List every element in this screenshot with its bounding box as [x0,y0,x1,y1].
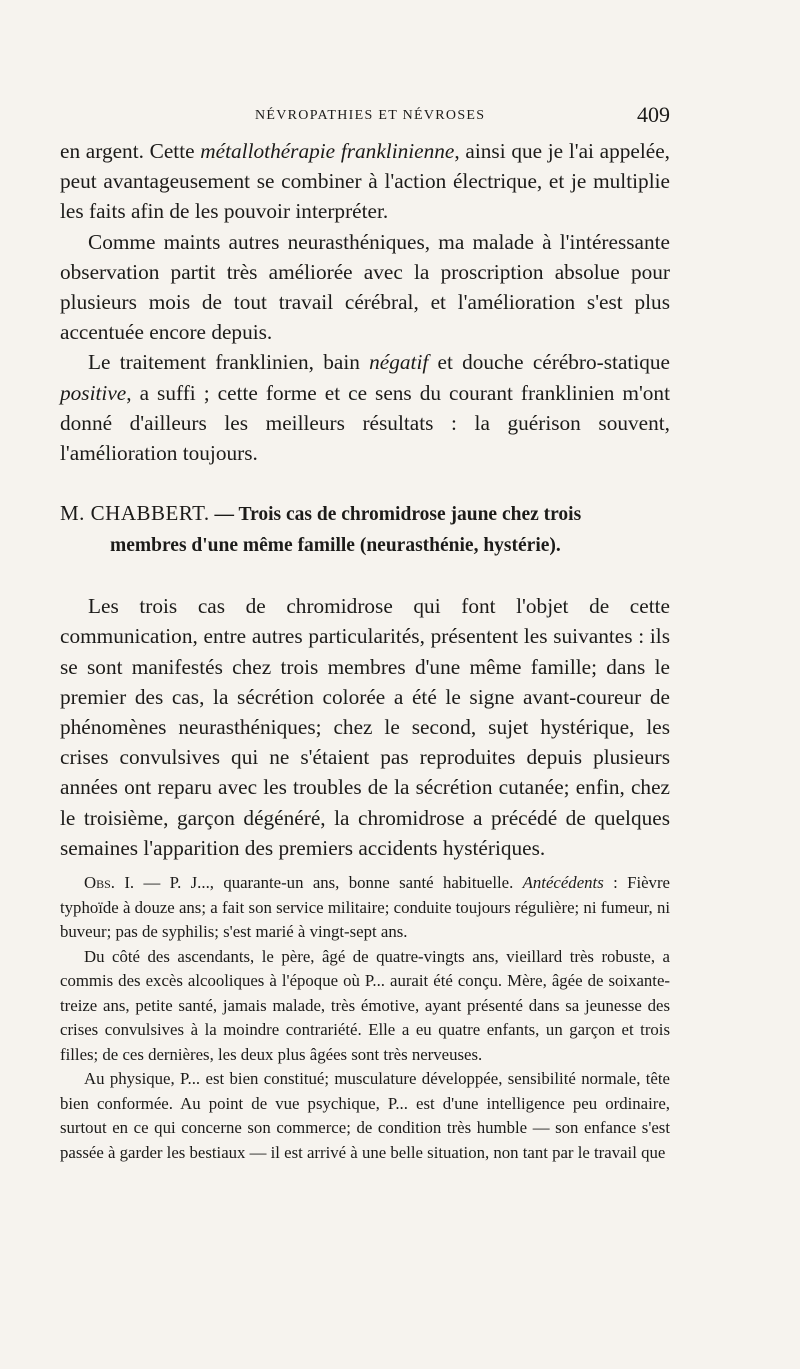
emphasis-negatif: négatif [369,350,429,375]
title-line-1: M. CHABBERT. — Trois cas de chromidrose jaune chez trois [60,501,582,526]
author-name: M. CHABBERT. [60,501,210,526]
paragraph-continuation: en argent. Cette métallothérapie franklinienne, ainsi que je l'ai appelée, peut avantageusement se combiner à l'action électrique, et je multiplie les faits afin de les pouvoir interpréter. [60,139,670,224]
observation-paragraph-2: Du côté des ascendants, le père, âgé de quatre-vingts ans, vieillard très robuste, a commis des excès alcooliques à l'époque où P... aurait été conçu. Mère, âgée de soixante-treize ans, petite santé, jamais malade, très émotive, ayant présenté dans sa jeunesse des crises convulsives à la moindre contrariété. Elle a eu quatre enfants, un garçon et trois filles; de ces dernières, les deux plus âgées sont très nerveuses. [60,946,670,1064]
paragraph-intro: Les trois cas de chromidrose qui font l'objet de cette communication, entre autres particularités, présentent les suivantes : ils se sont manifestés chez trois membres d'une même famille; dans le premier des cas, la sécrétion colorée a été le signe avant-coureur de phénomènes neurasthéniques; chez le second, sujet hystérique, les crises convulsives qui ne s'étaient pas reproduites depuis plusieurs années ont reparu avec les troubles de la sécrétion cutanée; enfin, chez le troisième, garçon dégénéré, la chromidrose a précédé de quelques semaines l'apparition des premiers accidents hystériques. [60,594,670,860]
observation-label: Obs. I. [84,873,135,893]
observation-paragraph-3: Au physique, P... est bien constitué; musculature développée, sensibilité normale, tête bien conformée. Au point de vue psychique, P... est d'une intelligence peu ordinaire, surtout en ce qui concerne son commerce; de condition très humble — son enfance s'est passée à garder les bestiaux — il est arrivé à une belle situation, non tant par le travail que [60,1069,670,1162]
paragraph-treatment: Le traitement franklinien, bain négatif et douche cérébro-statique positive, a suffi ; cette forme et ce sens du courant franklinien m'ont donné d'ailleurs les meilleurs résultats : la guérison souvent, l'amélioration toujours. [60,350,670,466]
page-body [60,136,670,1165]
page-number: 409 [637,102,670,127]
communication-title [60,498,670,561]
emphasis-antecedents: Antécédents [522,873,604,893]
running-head: NÉVROPATHIES ET NÉVROSES [255,108,486,123]
observation-paragraph-1: Obs. I. — P. J..., quarante-un ans, bonne santé habituelle. Antécédents : Fièvre typhoïde à douze ans; a fait son service militaire; conduite toujours régulière; ni fumeur, ni buveur; pas de syphilis; s'est marié à vingt-sept ans. [60,873,670,942]
emphasis-positive: positive [60,380,127,405]
page-header [60,104,670,134]
emphasis-term: métallothérapie franklinienne [200,139,455,163]
title-line-2: membres d'une même famille (neurasthénie, hystérie). [110,535,561,557]
paragraph-neurasthenic: Comme maints autres neurasthéniques, ma malade à l'intéressante observation partit très améliorée avec la proscription absolue pour plusieurs mois de tout travail cérébral, et l'amélioration s'est plus accentuée encore depuis. [60,229,670,345]
